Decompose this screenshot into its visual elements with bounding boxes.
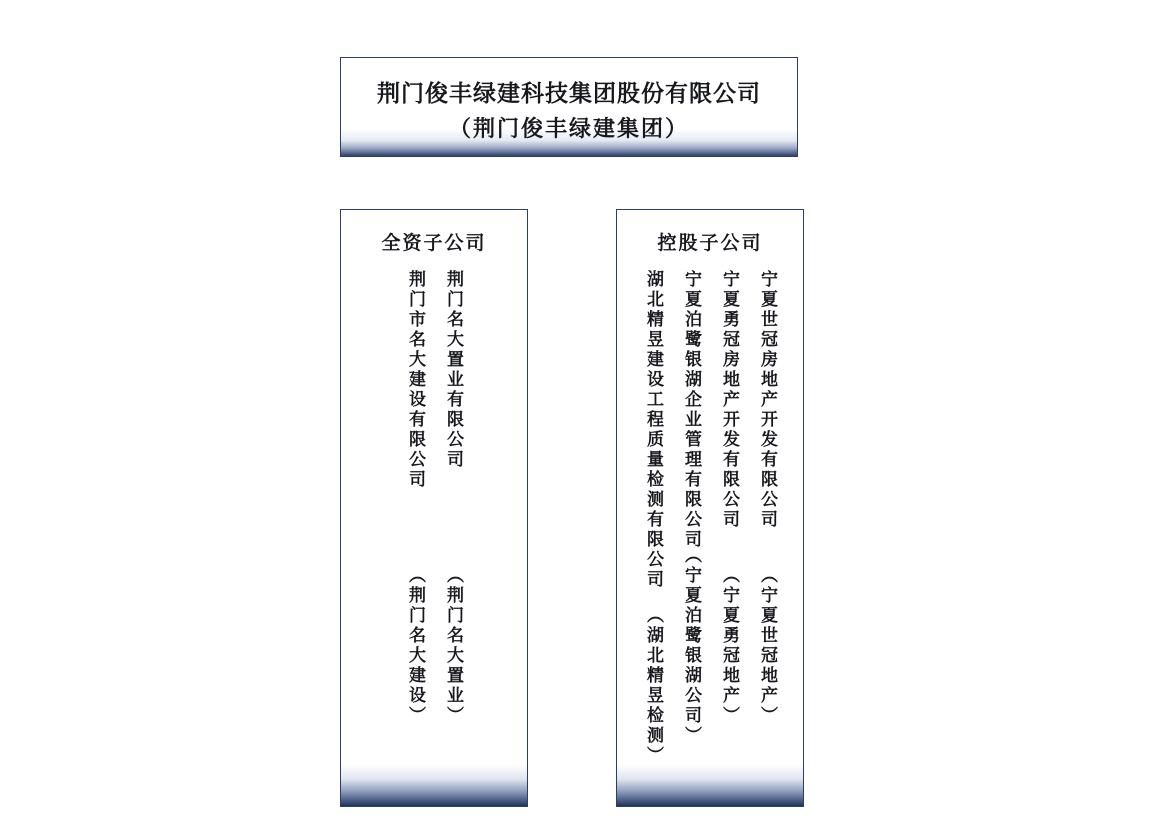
parent-company-box [340, 57, 798, 157]
company-short-name: （宁夏勇冠地产） [719, 566, 739, 726]
parent-company-name: 荆门俊丰绿建科技集团股份有限公司 [377, 81, 761, 107]
wholly-owned-group-box [340, 209, 528, 807]
company-column [710, 270, 748, 766]
company-full-name: 荆门名大置业有限公司 [443, 270, 463, 470]
company-short-name: （荆门名大置业） [443, 566, 463, 726]
holding-group-title: 控股子公司 [657, 232, 763, 254]
holding-company-columns [617, 270, 803, 766]
company-full-name: 宁夏勇冠房地产开发有限公司 [719, 270, 739, 530]
company-full-name: 宁夏泊鹭银湖企业管理有限公司 [681, 270, 701, 550]
company-column [634, 270, 672, 766]
wholly-owned-group-title: 全资子公司 [381, 232, 487, 254]
company-short-name: （荆门名大建设） [405, 566, 425, 726]
holding-group-box [616, 209, 804, 807]
company-full-name: 湖北精昱建设工程质量检测有限公司 [643, 270, 663, 590]
company-column [672, 270, 710, 766]
company-full-name: 荆门市名大建设有限公司 [405, 270, 425, 490]
company-short-name: （宁夏泊鹭银湖公司） [681, 546, 701, 746]
parent-company-short-name: （荆门俊丰绿建集团） [448, 117, 689, 142]
company-short-name: （湖北精昱检测） [643, 606, 663, 766]
company-full-name: 宁夏世冠房地产开发有限公司 [757, 270, 777, 530]
company-column [748, 270, 786, 766]
company-column [434, 270, 472, 766]
company-short-name: （宁夏世冠地产） [757, 566, 777, 726]
wholly-owned-company-columns [341, 270, 527, 766]
company-column [396, 270, 434, 766]
